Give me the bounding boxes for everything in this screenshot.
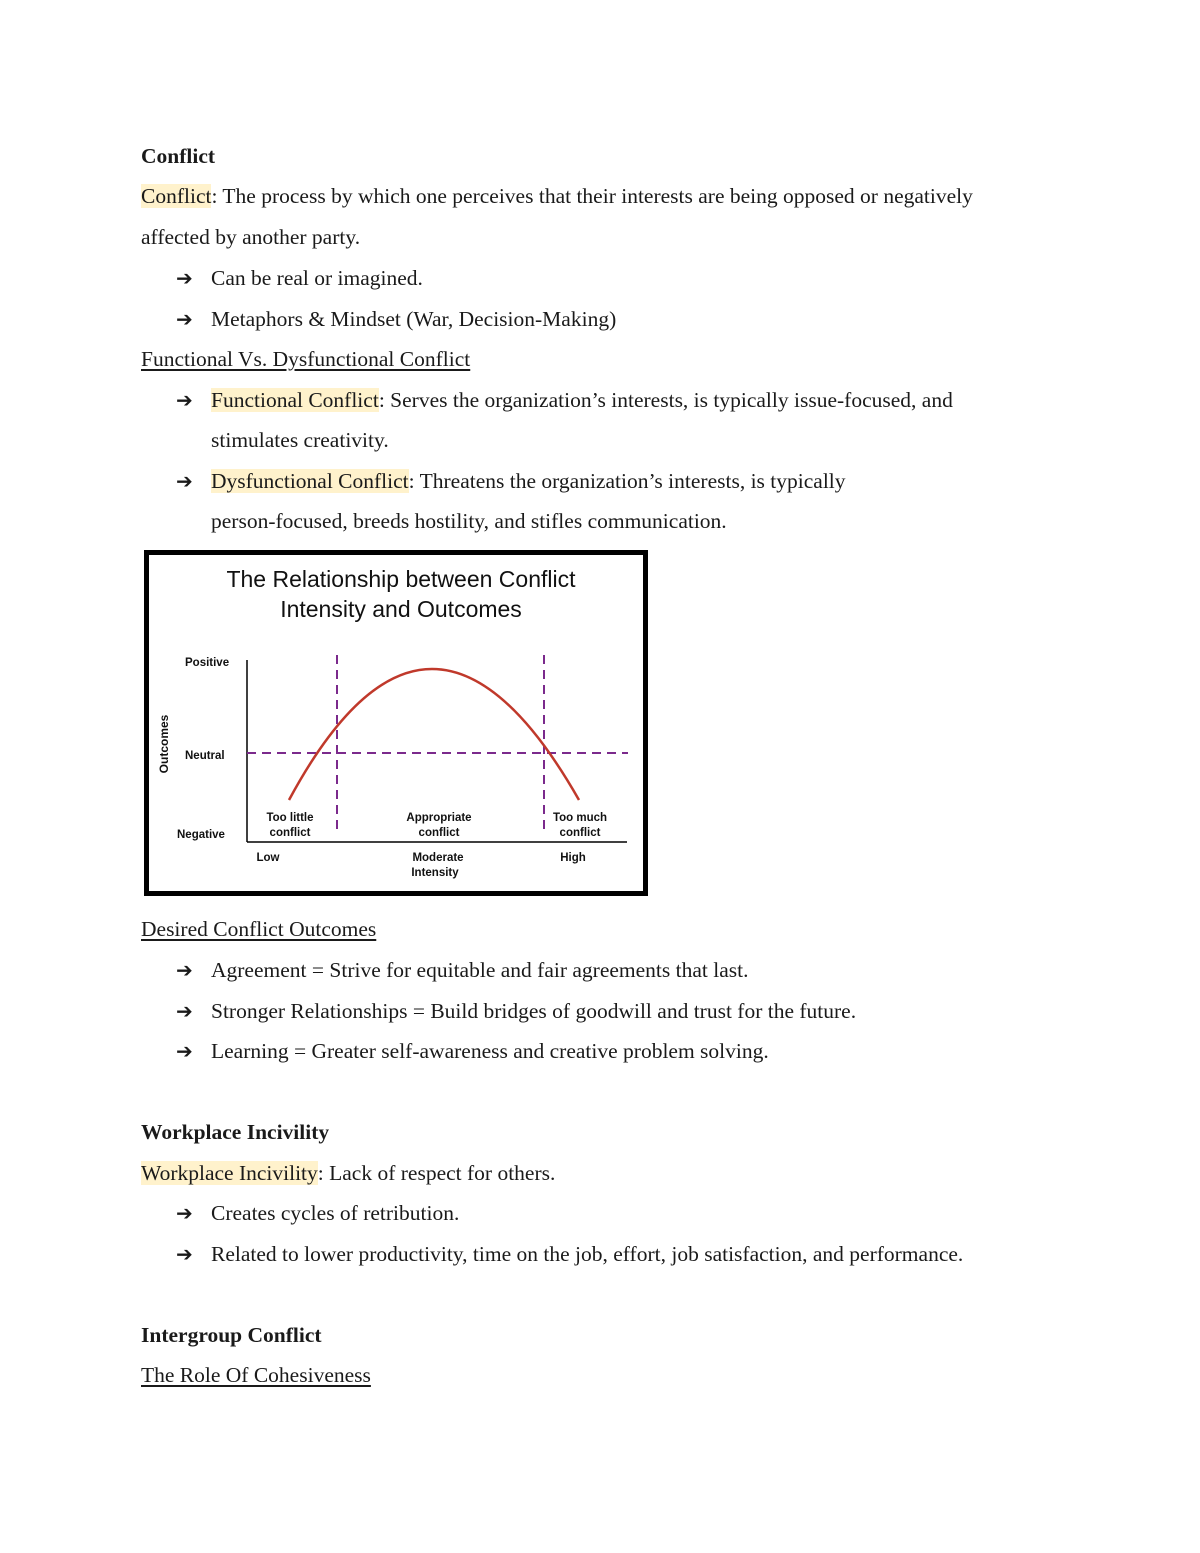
arrow-right-icon: ➔ [176,469,193,493]
arrow-right-icon: ➔ [176,1201,193,1225]
y-tick-label: Neutral [185,750,225,762]
arrow-right-icon: ➔ [176,999,193,1023]
bullet-item [176,386,953,414]
definition-text: : Lack of respect for others. [317,1161,556,1185]
zone-label: Appropriate [406,812,472,824]
bullet-item [176,305,616,333]
subheading-desired-outcomes: Desired Conflict Outcomes [141,917,377,941]
bullet-text: : Threatens the organization’s interests, is typically [408,469,846,493]
y-tick-label: Positive [185,657,230,669]
bullet-text: Creates cycles of retribution. [211,1201,460,1225]
section-heading-incivility: Workplace Incivility [141,1120,330,1144]
zone-label: conflict [559,827,601,839]
subheading-cohesiveness: The Role Of Cohesiveness [141,1363,371,1387]
definition-continuation: affected by another party. [141,225,361,249]
x-tick-label: Low [256,852,280,864]
chart-title-line-1: The Relationship between Conflict [226,566,576,592]
subheading-functional-vs-dysfunctional: Functional Vs. Dysfunctional Conflict [141,347,471,371]
chart-svg [144,550,648,896]
definition-text: : The process by which one perceives that their interests are being opposed or negatively [211,184,973,208]
bullet-text: Agreement = Strive for equitable and fair agreements that last. [211,958,749,982]
section-heading-intergroup: Intergroup Conflict [141,1323,322,1347]
arrow-right-icon: ➔ [176,266,193,290]
bullet-text: Stronger Relationships = Build bridges of goodwill and trust for the future. [211,999,857,1023]
term-conflict: Conflict [141,184,212,208]
section-heading-conflict: Conflict [141,144,216,168]
y-tick-label: Negative [177,829,225,841]
conflict-definition [141,182,973,210]
arrow-right-icon: ➔ [176,1039,193,1063]
bullet-item [176,997,856,1025]
term-workplace-incivility: Workplace Incivility [141,1161,318,1185]
incivility-definition [141,1159,555,1187]
arrow-right-icon: ➔ [176,388,193,412]
conflict-intensity-figure [144,550,648,896]
y-axis-label: Outcomes [157,714,171,774]
bullet-item [176,1240,963,1268]
bullet-continuation: stimulates creativity. [211,428,389,452]
bullet-item [176,1037,769,1065]
bullet-continuation: person-focused, breeds hostility, and stifles communication. [211,509,727,533]
zone-label: conflict [269,827,311,839]
bullet-text: Can be real or imagined. [211,266,423,290]
bullet-text: Metaphors & Mindset (War, Decision-Making) [211,307,617,331]
zone-label: Too little [266,812,314,824]
arrow-right-icon: ➔ [176,958,193,982]
term-functional-conflict: Functional Conflict [211,388,379,412]
x-tick-label: High [560,852,586,864]
x-axis-label: Intensity [411,867,459,879]
bullet-text: Learning = Greater self-awareness and creative problem solving. [211,1039,769,1063]
x-tick-label: Moderate [412,852,464,864]
term-dysfunctional-conflict: Dysfunctional Conflict [211,469,409,493]
bullet-text: Related to lower productivity, time on the job, effort, job satisfaction, and performance. [211,1242,964,1266]
arrow-right-icon: ➔ [176,307,193,331]
bullet-item [176,1199,459,1227]
bullet-item [176,956,748,984]
chart-title-line-2: Intensity and Outcomes [280,596,522,622]
bullet-text: : Serves the organization’s interests, is typically issue-focused, and [378,388,953,412]
zone-label: conflict [418,827,460,839]
arrow-right-icon: ➔ [176,1242,193,1266]
bullet-item [176,264,423,292]
bullet-item [176,467,846,495]
zone-label: Too much [552,812,608,824]
